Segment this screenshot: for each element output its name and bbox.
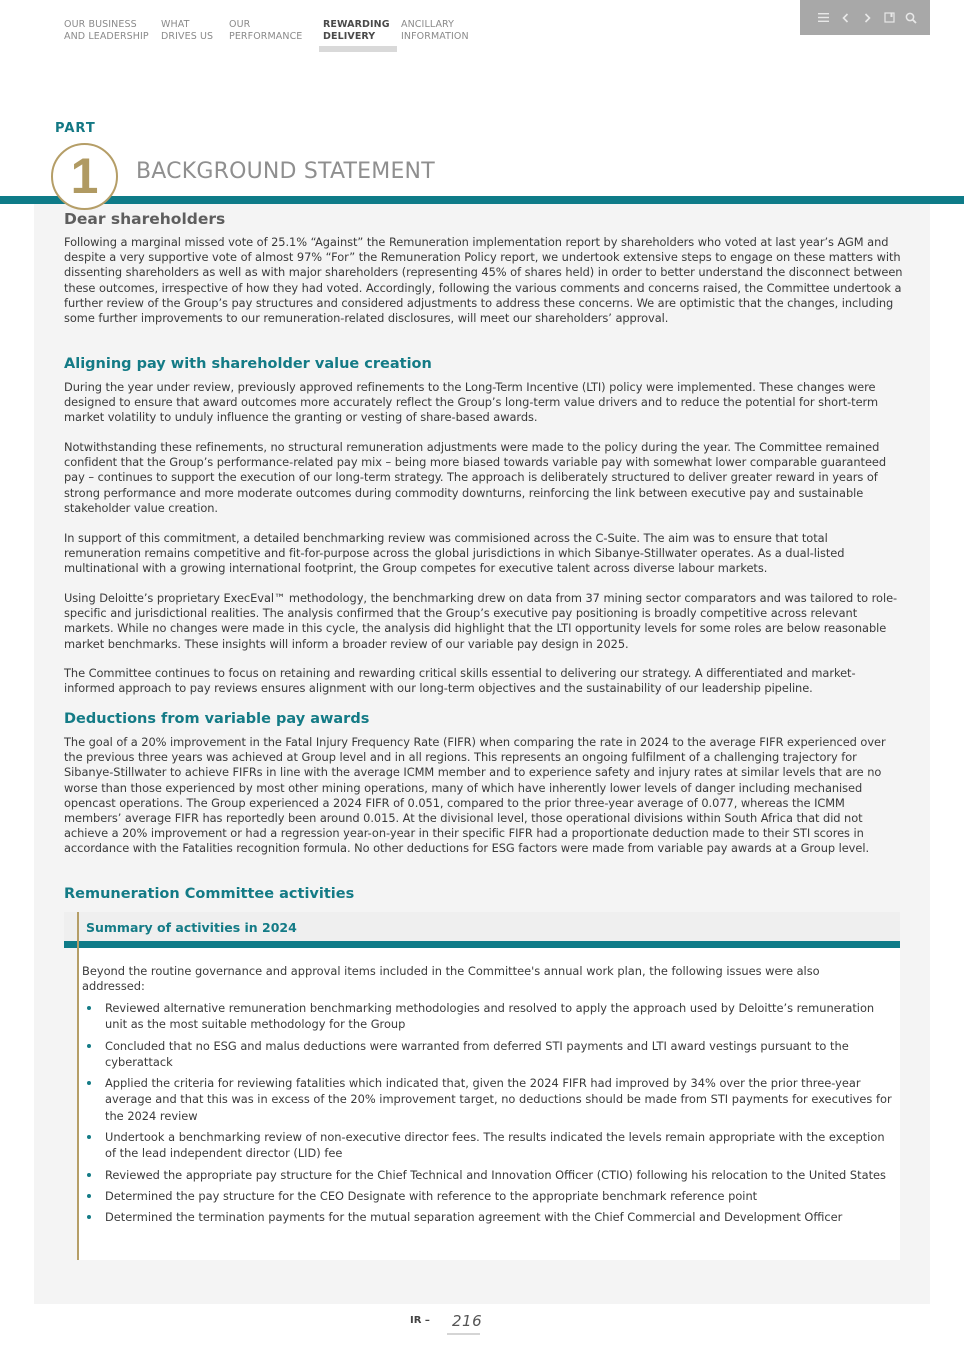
nav-item-our-business[interactable]: OUR BUSINESS AND LEADERSHIP (64, 19, 149, 42)
search-icon[interactable] (905, 11, 918, 24)
bookmark-icon[interactable] (883, 11, 896, 24)
bullet-icon (87, 1135, 91, 1139)
bullet-icon (87, 1194, 91, 1198)
bullet-icon (87, 1215, 91, 1219)
report-prefix: IR – (410, 1315, 430, 1326)
heading-committee-activities: Remuneration Committee activities (64, 886, 355, 902)
paragraph: Using Deloitte’s proprietary ExecEval™ methodology, the benchmarking drew on data from 37 mining sector comparators and was tailored to role-specific and jurisdictional realities. The analysis confirmed that the Group’s executive pay positioning is broadly competitive across relevant markets. While no changes were made in this cycle, the analysis did highlight that the LTI opportunity levels for some roles are below reasonable market benchmarks. These insights will inform a broader review of our variable pay design in 2025. (64, 591, 898, 651)
summary-divider (64, 941, 900, 948)
page-number: 216 (452, 1312, 483, 1330)
summary-title: Summary of activities in 2024 (86, 920, 297, 935)
summary-intro: Beyond the routine governance and approval items included in the Committee's annual work plan, the following issues were also addressed: (82, 964, 820, 994)
part-label: PART (55, 121, 96, 136)
page-title: BACKGROUND STATEMENT (136, 159, 435, 184)
section-divider-band (0, 196, 964, 204)
list-item: Applied the criteria for reviewing fatalities which indicated that, given the 2024 FIFR had improved by 34% over the prior three-year average and that this was in excess of the 20% improvement target, no deductions should be made from STI payments for executives for the 2024 review (82, 1075, 892, 1124)
menu-icon[interactable] (817, 11, 830, 24)
paragraph: In support of this commitment, a detailed benchmarking review was commisioned across the C-Suite. The aim was to ensure that total remuneration remains competitive and fit-for-purpose across the global jurisdictions in which Sibanye-Stillwater operates. As a dual-listed multinational with a growing international footprint, the Group competes for executive talent across diverse labour markets. (64, 531, 845, 576)
paragraph: The goal of a 20% improvement in the Fatal Injury Frequency Rate (FIFR) when comparing the rate in 2024 to the average FIFR experienced over the previous three years was achieved at Group level and in all regions. This represents an ongoing fulfilment of a challenging trajectory for Sibanye-Stillwater to achieve FIFRs in line with the average ICMM member and to experience safety and injury rates at similar levels that are no worse than those experienced by most other mining operations, many of which have inherently lower levels of danger including mechanised opencast operations. The Group experienced a 2024 FIFR of 0.051, compared to the prior three-year average of 0.077, whereas the ICMM members’ average FIFR has reportedly been around 0.015. At the divisional level, those operational divisions within South Africa that did not achieve a 20% improvement or had a regression year-on-year in their specific FIFR had a proportionate deduction made to their STI scores in accordance with the Fatalities recognition formula. No other deductions for ESG factors were made from variable pay awards at a Group level. (64, 735, 886, 856)
nav-item-rewarding-delivery[interactable]: REWARDING DELIVERY (323, 19, 390, 42)
chevron-left-icon[interactable] (839, 11, 852, 24)
heading-aligning-pay: Aligning pay with shareholder value creation (64, 356, 432, 372)
bullet-icon (87, 1173, 91, 1177)
nav-item-our-performance[interactable]: OUR PERFORMANCE (229, 19, 303, 42)
bullet-icon (87, 1006, 91, 1010)
heading-deductions: Deductions from variable pay awards (64, 711, 370, 727)
bullet-icon (87, 1081, 91, 1085)
nav-item-what-drives-us[interactable]: WHAT DRIVES US (161, 19, 214, 42)
list-item: Determined the termination payments for the mutual separation agreement with the Chief Commercial and Development Officer (82, 1209, 892, 1225)
summary-accent-rule (77, 912, 79, 1260)
document-toolbar (800, 0, 930, 35)
paragraph: Following a marginal missed vote of 25.1% “Against” the Remuneration implementation report by shareholders who voted at last year’s AGM and despite a very supportive vote of almost 97% “For” the Remuneration Policy report, we undertook extensive steps to engage on these matters with dissenting shareholders as well as with major shareholders (representing 45% of shares held) in order to better understand the disconnect between these outcomes, irrespective of how they had voted. Accordingly, following the various comments and concerns raised, the Committee undertook a further review of the Group’s pay structures and considered adjustments to address these concerns. We are optimistic that the changes, including some further improvements to our remuneration-related disclosures, will meet our shareholders’ approval. (64, 235, 903, 326)
chevron-right-icon[interactable] (861, 11, 874, 24)
paragraph: During the year under review, previously approved refinements to the Long-Term Incentive (LTI) policy were implemented. These changes were designed to ensure that award outcomes more accurately reflect the Group’s long-term value drivers and to reduce the potential for short-term market volatility to unduly influence the granting or vesting of share-based awards. (64, 380, 879, 425)
activities-list (82, 1000, 892, 1231)
list-item: Reviewed alternative remuneration benchmarking methodologies and resolved to apply the approach used by Deloitte’s remuneration unit as the most suitable methodology for the Group (82, 1000, 892, 1033)
list-item: Reviewed the appropriate pay structure for the Chief Technical and Innovation Officer (CTIO) following his relocation to the United States (82, 1167, 892, 1183)
paragraph: Notwithstanding these refinements, no structural remuneration adjustments were made to the policy during the year. The Committee remained confident that the Group’s performance-related pay mix – being more biased towards variable pay with somewhat lower comparable guaranteed pay – continues to support the execution of our long-term strategy. The approach is deliberately structured to deliver greater reward in years of strong performance and more moderate outcomes during commodity downturns, reinforcing the link between executive pay and sustainable stakeholder value creation. (64, 440, 887, 515)
page-number-underline (447, 1333, 480, 1335)
part-number-badge: 1 (51, 143, 118, 210)
active-nav-indicator (319, 46, 397, 52)
bullet-icon (87, 1044, 91, 1048)
list-item: Undertook a benchmarking review of non-executive director fees. The results indicated the levels remain appropriate with the exception of the lead independent director (LID) fee (82, 1129, 892, 1162)
summary-box-header (64, 912, 900, 942)
nav-item-ancillary-information[interactable]: ANCILLARY INFORMATION (401, 19, 469, 42)
heading-dear-shareholders: Dear shareholders (64, 210, 226, 228)
paragraph: The Committee continues to focus on retaining and rewarding critical skills essential to delivering our strategy. A differentiated and market-informed approach to pay reviews ensures alignment with our long-term objectives and the sustainability of our leadership pipeline. (64, 666, 856, 696)
list-item: Concluded that no ESG and malus deductions were warranted from deferred STI payments and LTI award vestings pursuant to the cyberattack (82, 1038, 892, 1071)
list-item: Determined the pay structure for the CEO Designate with reference to the appropriate benchmark reference point (82, 1188, 892, 1204)
